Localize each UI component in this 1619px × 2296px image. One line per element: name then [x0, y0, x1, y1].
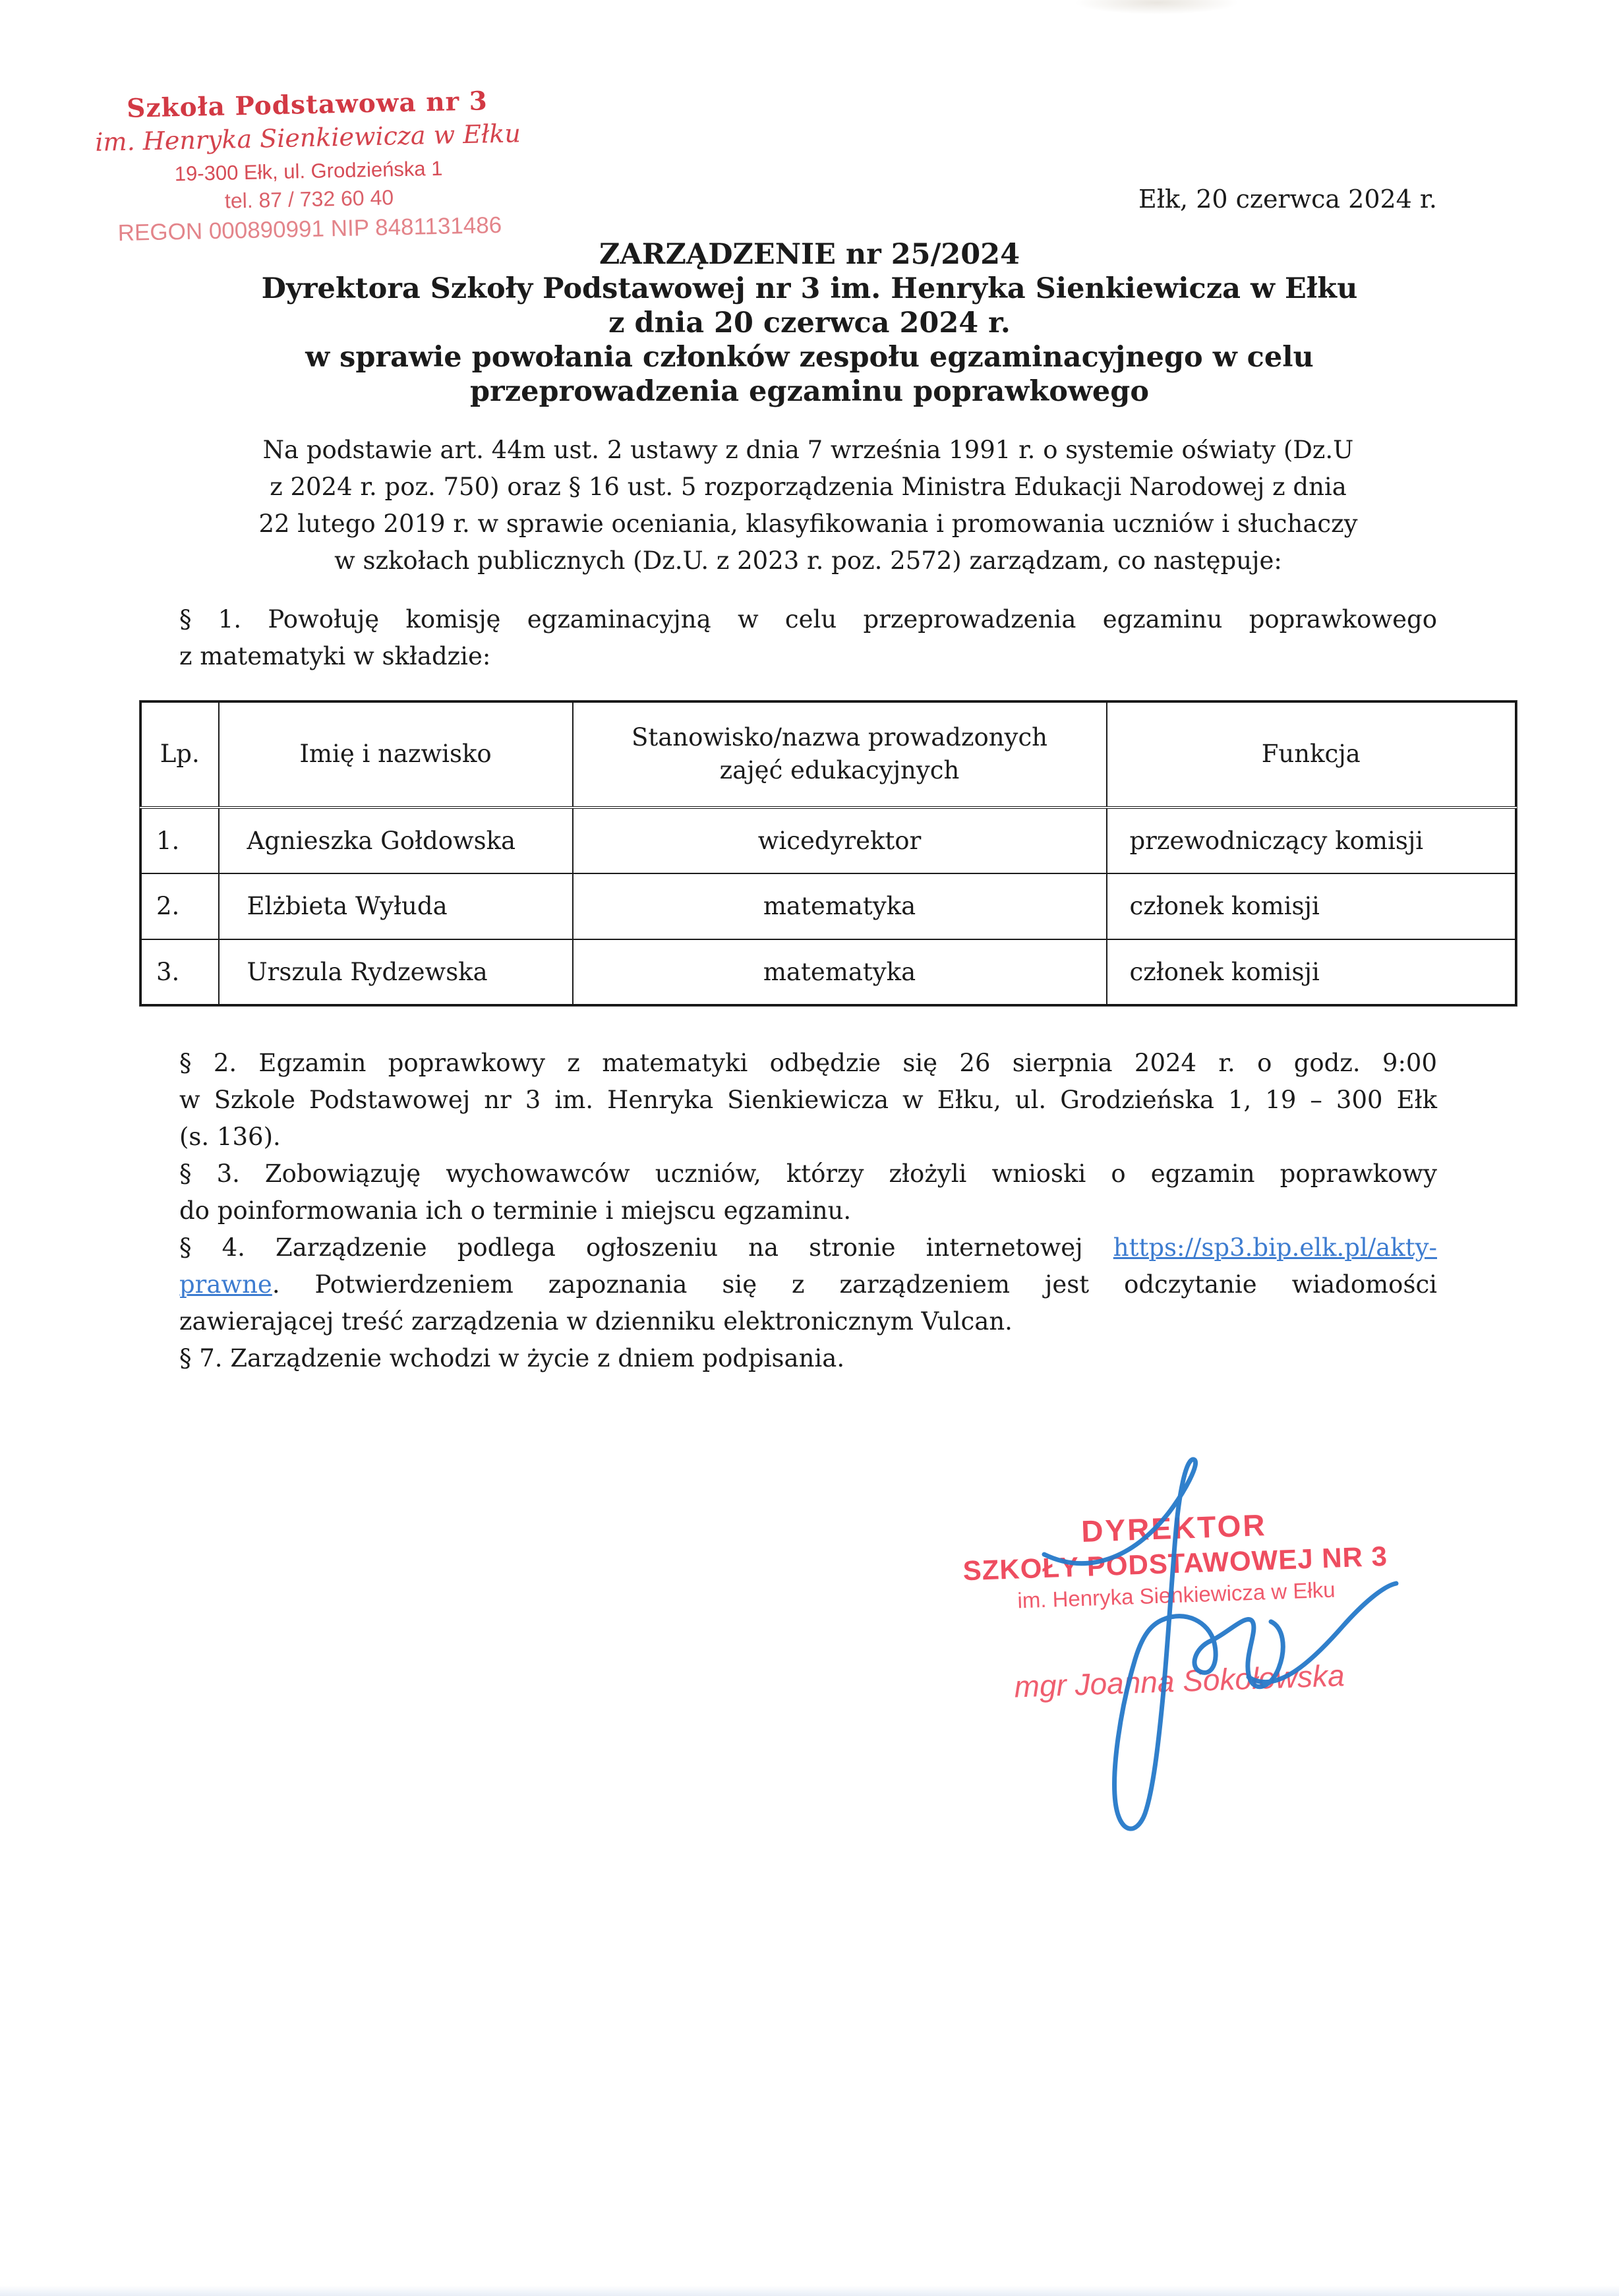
title-number-line: ZARZĄDZENIE nr 25/2024: [599, 238, 1020, 271]
cell-position: matematyka: [573, 873, 1107, 939]
school-patron: im. Henryka Sienkiewicza w Ełku: [94, 119, 521, 157]
paragraph-1-line-2: z matematyki w składzie:: [179, 642, 491, 670]
preamble-line-1: Na podstawie art. 44m ust. 2 ustawy z dnia 7 września 1991 r. o systemie oświaty (Dz.U: [262, 436, 1354, 464]
director-school-name: SZKOŁY PODSTAWOWEJ NR 3: [962, 1541, 1388, 1587]
school-regon-nip: REGON 000890991 NIP 8481131486: [117, 212, 502, 247]
paragraph-4-line-1: [179, 1229, 1437, 1266]
paragraph-3-line-2: do poinformowania ich o terminie i miejscu egzaminu.: [179, 1196, 852, 1225]
school-name: Szkoła Podstawowa nr 3: [126, 86, 488, 124]
header-position-line-1: Stanowisko/nazwa prowadzonych: [631, 723, 1048, 752]
paragraphs-2-to-7: [179, 1045, 1437, 1377]
scan-bottom-edge: [0, 2285, 1619, 2296]
paragraph-2-line-3: (s. 136).: [179, 1123, 281, 1151]
place-date-line: Ełk, 20 czerwca 2024 r.: [1138, 185, 1437, 214]
director-title: DYREKTOR: [1080, 1508, 1268, 1548]
header-position-line-2: zajęć edukacyjnych: [719, 756, 960, 785]
akty-prawne-link-continued[interactable]: prawne: [179, 1270, 272, 1299]
title-issuer-line: Dyrektora Szkoły Podstawowej nr 3 im. Henryka Sienkiewicza w Ełku: [261, 272, 1358, 305]
cell-role: członek komisji: [1107, 939, 1516, 1005]
paragraph-1: [179, 601, 1437, 675]
cell-name: Agnieszka Gołdowska: [219, 808, 573, 873]
director-school-patron: im. Henryka Sienkiewicza w Ełku: [1016, 1577, 1336, 1613]
table-row: [141, 808, 1516, 873]
school-address: 19-300 Ełk, ul. Grodzieńska 1: [174, 156, 443, 185]
table-row: [141, 939, 1516, 1005]
paragraph-2-line-1: § 2. Egzamin poprawkowy z matematyki odbędzie się 26 sierpnia 2024 r. o godz. 9:00: [179, 1049, 1437, 1077]
cell-name: Urszula Rydzewska: [219, 939, 573, 1005]
paragraph-1-line-1: § 1. Powołuję komisję egzaminacyjną w celu przeprowadzenia egzaminu poprawkowego: [179, 605, 1437, 633]
title-subject-line-1: w sprawie powołania członków zespołu egzaminacyjnego w celu: [305, 341, 1314, 374]
paragraph-4-line-3: zawierającej treść zarządzenia w dzienniku elektronicznym Vulcan.: [179, 1307, 1013, 1336]
header-cell-name: Imię i nazwisko: [219, 702, 573, 808]
ordinance-title: [0, 237, 1619, 409]
cell-position: matematyka: [573, 939, 1107, 1005]
cell-lp: 3.: [141, 939, 219, 1005]
paragraph-7-line-1: § 7. Zarządzenie wchodzi w życie z dniem podpisania.: [179, 1344, 845, 1372]
signature-stroke-tail: [1249, 1583, 1396, 1682]
school-phone: tel. 87 / 732 60 40: [224, 185, 394, 213]
header-cell-lp: Lp.: [141, 702, 219, 808]
title-subject-line-2: przeprowadzenia egzaminu poprawkowego: [469, 375, 1150, 408]
cell-role: przewodniczący komisji: [1107, 808, 1516, 873]
paragraph-2-line-2: w Szkole Podstawowej nr 3 im. Henryka Sienkiewicza w Ełku, ul. Grodzieńska 1, 19 – 300 Ełk: [179, 1086, 1437, 1114]
preamble-line-2: z 2024 r. poz. 750) oraz § 16 ust. 5 rozporządzenia Ministra Edukacji Narodowej z dnia: [270, 473, 1347, 501]
cell-lp: 1.: [141, 808, 219, 873]
header-cell-role: Funkcja: [1107, 702, 1516, 808]
cell-name: Elżbieta Wyłuda: [219, 873, 573, 939]
paragraph-4-line-2: [179, 1266, 1437, 1303]
signature-stroke-loops: [1163, 1616, 1283, 1687]
signature-stroke-main: [1044, 1459, 1196, 1829]
cell-lp: 2.: [141, 873, 219, 939]
commission-table: [140, 701, 1517, 1006]
akty-prawne-link[interactable]: https://sp3.bip.elk.pl/akty-: [1113, 1233, 1437, 1262]
header-cell-position: [573, 702, 1107, 808]
legal-basis-paragraph: [179, 432, 1437, 579]
school-header-stamp: [76, 86, 541, 247]
table-row: [141, 873, 1516, 939]
title-date-line: z dnia 20 czerwca 2024 r.: [608, 307, 1011, 339]
preamble-line-3: 22 lutego 2019 r. w sprawie oceniania, klasyfikowania i promowania uczniów i słuchaczy: [258, 510, 1358, 538]
paragraph-3-line-1: § 3. Zobowiązuję wychowawców uczniów, którzy złożyli wnioski o egzamin poprawkowy: [179, 1160, 1437, 1188]
handwritten-signature: [1015, 1437, 1437, 1846]
paragraph-4-text-continued: . Potwierdzeniem zapoznania się z zarządzeniem jest odczytanie wiadomości: [272, 1270, 1437, 1299]
cell-position: wicedyrektor: [573, 808, 1107, 873]
director-signer-name: mgr Joanna Sokołowska: [1013, 1658, 1345, 1704]
scan-smudge: [1074, 0, 1239, 15]
paragraph-4-text: § 4. Zarządzenie podlega ogłoszeniu na stronie internetowej: [179, 1233, 1083, 1262]
table-header-row: [141, 702, 1516, 808]
preamble-line-4: w szkołach publicznych (Dz.U. z 2023 r. poz. 2572) zarządzam, co następuje:: [334, 546, 1282, 575]
cell-role: członek komisji: [1107, 873, 1516, 939]
